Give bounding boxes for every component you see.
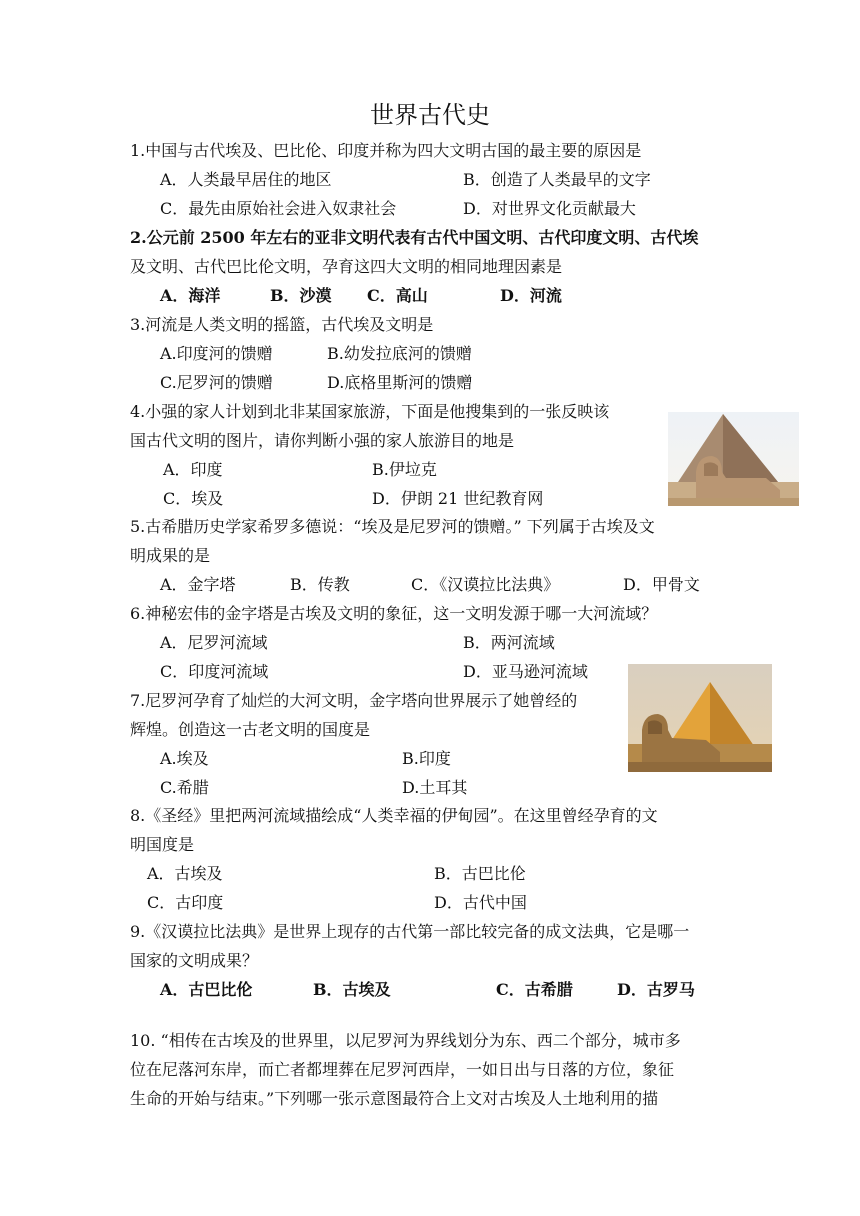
question-10-line-2: 位在尼落河东岸，而亡者都埋葬在尼罗河西岸，一如日出与日落的方位，象征 [130, 1060, 675, 1079]
question-5-option-b: B．传教 [290, 575, 350, 594]
question-4-stem-line-2: 国古代文明的图片，请你判断小强的家人旅游目的地是 [130, 431, 515, 450]
question-2-stem-line-1: 2.公元前 2500 年左右的亚非文明代表有古代中国文明、古代印度文明、古代埃 [130, 228, 699, 247]
question-10-line-3: 生命的开始与结束。”下列哪一张示意图最符合上文对古埃及人土地利用的描 [130, 1089, 659, 1108]
question-4-option-d: D．伊朗 21 世纪教育网 [372, 489, 544, 508]
question-3-option-a: A.印度河的馈赠 [160, 344, 273, 363]
question-3-stem: 3.河流是人类文明的摇篮，古代埃及文明是 [130, 315, 434, 334]
question-6-option-c: C．印度河流域 [160, 662, 269, 681]
question-2-option-a: A．海洋 [160, 286, 221, 305]
question-1-option-b: B．创造了人类最早的文字 [463, 170, 651, 189]
question-7-stem-line-2: 辉煌。创造这一古老文明的国度是 [130, 720, 371, 739]
question-5-stem-line-2: 明成果的是 [130, 546, 211, 565]
question-1-option-a: A．人类最早居住的地区 [160, 170, 332, 189]
question-1-stem: 1.中国与古代埃及、巴比伦、印度并称为四大文明古国的最主要的原因是 [130, 141, 642, 160]
question-9-stem-line-1: 9.《汉谟拉比法典》是世界上现存的古代第一部比较完备的成文法典，它是哪一 [130, 922, 690, 941]
question-2-option-d: D．河流 [500, 286, 562, 305]
question-5-option-d: D．甲骨文 [623, 575, 700, 594]
question-6-stem: 6.神秘宏伟的金字塔是古埃及文明的象征，这一文明发源于哪一大河流域？ [130, 604, 658, 623]
question-4-option-b: B.伊垃克 [372, 460, 437, 479]
question-3-option-c: C.尼罗河的馈赠 [160, 373, 273, 392]
question-1-option-c: C．最先由原始社会进入奴隶社会 [160, 199, 397, 218]
question-8-stem-line-1: 8.《圣经》里把两河流域描绘成“人类幸福的伊甸园”。在这里曾经孕育的文 [130, 806, 658, 825]
question-3-option-b: B.幼发拉底河的馈赠 [327, 344, 472, 363]
question-6-option-a: A．尼罗河流域 [160, 633, 268, 652]
question-7-option-b: B.印度 [402, 749, 451, 768]
question-10-line-1: 10. “相传在古埃及的世界里，以尼罗河为界线划分为东、西二个部分，城市多 [130, 1031, 681, 1050]
question-8-option-d: D．古代中国 [434, 893, 527, 912]
question-7-option-d: D.土耳其 [402, 778, 468, 797]
sphinx-pyramid-photo-2 [628, 664, 772, 772]
question-2-option-b: B．沙漠 [270, 286, 332, 305]
question-7-stem-line-1: 7.尼罗河孕育了灿烂的大河文明，金字塔向世界展示了她曾经的 [130, 691, 578, 710]
sphinx-pyramid-photo-1 [668, 412, 799, 506]
question-9-option-c: C．古希腊 [496, 980, 573, 999]
question-5-option-a: A．金字塔 [160, 575, 236, 594]
question-4-option-a: A．印度 [163, 460, 223, 479]
question-2-option-c: C．高山 [367, 286, 428, 305]
question-9-option-b: B．古埃及 [313, 980, 391, 999]
question-3-option-d: D.底格里斯河的馈赠 [327, 373, 473, 392]
question-7-option-a: A.埃及 [160, 749, 209, 768]
question-6-option-b: B．两河流域 [463, 633, 555, 652]
question-6-option-d: D．亚马逊河流域 [463, 662, 588, 681]
question-1-option-d: D．对世界文化贡献最大 [463, 199, 636, 218]
question-9-option-a: A．古巴比伦 [160, 980, 253, 999]
question-8-option-b: B．古巴比伦 [434, 864, 526, 883]
question-5-stem-line-1: 5.古希腊历史学家希罗多德说：“埃及是尼罗河的馈赠。” 下列属于古埃及文 [130, 517, 655, 536]
question-4-stem-line-1: 4.小强的家人计划到北非某国家旅游，下面是他搜集到的一张反映该 [130, 402, 610, 421]
question-8-option-a: A．古埃及 [147, 864, 223, 883]
question-7-option-c: C.希腊 [160, 778, 209, 797]
question-8-option-c: C．古印度 [147, 893, 224, 912]
question-5-option-c: C．《汉谟拉比法典》 [411, 575, 560, 594]
question-2-stem-line-2: 及文明、古代巴比伦文明，孕育这四大文明的相同地理因素是 [130, 257, 563, 276]
question-9-stem-line-2: 国家的文明成果？ [130, 951, 259, 970]
question-8-stem-line-2: 明国度是 [130, 835, 195, 854]
page-title: 世界古代史 [370, 101, 490, 129]
question-9-option-d: D．古罗马 [617, 980, 695, 999]
question-4-option-c: C．埃及 [163, 489, 224, 508]
